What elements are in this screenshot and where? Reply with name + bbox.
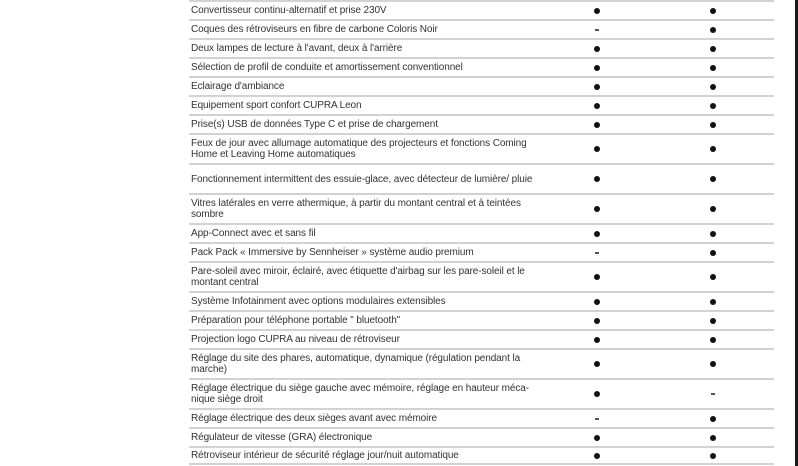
standard-dot-icon bbox=[710, 453, 716, 459]
feature-label: Pack Pack « Immersive by Sennheiser » système audio premium bbox=[191, 247, 474, 258]
standard-dot-icon bbox=[594, 391, 600, 397]
availability-cell-1 bbox=[587, 195, 607, 223]
table-row bbox=[189, 242, 774, 261]
feature-label: Prise(s) USB de données Type C et prise de chargement bbox=[191, 119, 438, 130]
table-row bbox=[189, 378, 774, 408]
availability-cell-2 bbox=[703, 263, 723, 291]
availability-cell-1 bbox=[587, 135, 607, 163]
availability-cell-2 bbox=[703, 350, 723, 378]
feature-label: Rétroviseur intérieur de sécurité réglage jour/nuit automatique bbox=[191, 450, 459, 461]
feature-label: Système Infotainment avec options modulaires extensibles bbox=[191, 296, 446, 307]
availability-cell-1 bbox=[587, 59, 607, 76]
standard-dot-icon bbox=[710, 416, 716, 422]
table-row bbox=[189, 310, 774, 329]
feature-label: Convertisseur continu-alternatif et prise 230V bbox=[191, 5, 387, 16]
standard-dot-icon bbox=[594, 274, 600, 280]
availability-cell-1 bbox=[587, 2, 607, 19]
table-row bbox=[189, 57, 774, 76]
availability-cell-2 bbox=[703, 244, 723, 261]
table-row bbox=[189, 19, 774, 38]
feature-label: Réglage électrique du siège gauche avec mémoire, réglage en hauteur méca-nique siège droit bbox=[191, 383, 529, 405]
standard-dot-icon bbox=[710, 206, 716, 212]
availability-cell-1 bbox=[587, 40, 607, 57]
table-row bbox=[189, 329, 774, 348]
feature-label: Coques des rétroviseurs en fibre de carbone Coloris Noir bbox=[191, 24, 438, 35]
feature-label: Equipement sport confort CUPRA Leon bbox=[191, 100, 362, 111]
standard-dot-icon bbox=[594, 8, 600, 14]
standard-dot-icon bbox=[710, 8, 716, 14]
availability-cell-1 bbox=[587, 225, 607, 242]
availability-cell-1 bbox=[587, 97, 607, 114]
not-available-dash-icon bbox=[595, 418, 599, 420]
availability-cell-2 bbox=[703, 165, 723, 193]
equipment-table bbox=[189, 0, 774, 465]
availability-cell-1 bbox=[587, 380, 607, 408]
availability-cell-2 bbox=[703, 195, 723, 223]
table-row bbox=[189, 291, 774, 310]
table-row bbox=[189, 163, 774, 193]
availability-cell-2 bbox=[703, 135, 723, 163]
feature-label: Deux lampes de lecture à l'avant, deux à l'arrière bbox=[191, 43, 403, 54]
availability-cell-1 bbox=[587, 21, 607, 38]
feature-label: Projection logo CUPRA au niveau de rétroviseur bbox=[191, 334, 400, 345]
availability-cell-1 bbox=[587, 312, 607, 329]
availability-cell-2 bbox=[703, 429, 723, 446]
standard-dot-icon bbox=[710, 103, 716, 109]
availability-cell-2 bbox=[703, 40, 723, 57]
availability-cell-2 bbox=[703, 293, 723, 310]
feature-label: Sélection de profil de conduite et amortissement conventionnel bbox=[191, 62, 463, 73]
feature-label: Vitres latérales en verre athermique, à partir du montant central et à teintées sombre bbox=[191, 198, 521, 220]
standard-dot-icon bbox=[710, 122, 716, 128]
table-row bbox=[189, 348, 774, 378]
standard-dot-icon bbox=[710, 435, 716, 441]
standard-dot-icon bbox=[710, 46, 716, 52]
standard-dot-icon bbox=[594, 65, 600, 71]
availability-cell-2 bbox=[703, 331, 723, 348]
standard-dot-icon bbox=[594, 361, 600, 367]
feature-label: Pare-soleil avec miroir, éclairé, avec étiquette d'airbag sur les pare-soleil et le montant central bbox=[191, 266, 525, 288]
availability-cell-2 bbox=[703, 59, 723, 76]
availability-cell-1 bbox=[587, 116, 607, 133]
table-row bbox=[189, 76, 774, 95]
availability-cell-2 bbox=[703, 448, 723, 463]
standard-dot-icon bbox=[594, 435, 600, 441]
availability-cell-2 bbox=[703, 410, 723, 427]
standard-dot-icon bbox=[710, 318, 716, 324]
not-available-dash-icon bbox=[595, 252, 599, 254]
table-row bbox=[189, 193, 774, 223]
feature-label: App-Connect avec et sans fil bbox=[191, 228, 316, 239]
availability-cell-1 bbox=[587, 165, 607, 193]
availability-cell-1 bbox=[587, 350, 607, 378]
availability-cell-2 bbox=[703, 312, 723, 329]
table-row bbox=[189, 223, 774, 242]
standard-dot-icon bbox=[594, 231, 600, 237]
standard-dot-icon bbox=[710, 337, 716, 343]
feature-label: Préparation pour téléphone portable " bluetooth" bbox=[191, 315, 401, 326]
availability-cell-1 bbox=[587, 448, 607, 463]
standard-dot-icon bbox=[710, 231, 716, 237]
standard-dot-icon bbox=[710, 65, 716, 71]
standard-dot-icon bbox=[710, 176, 716, 182]
availability-cell-2 bbox=[703, 225, 723, 242]
standard-dot-icon bbox=[594, 453, 600, 459]
standard-dot-icon bbox=[594, 84, 600, 90]
standard-dot-icon bbox=[710, 84, 716, 90]
feature-label: Eclairage d'ambiance bbox=[191, 81, 285, 92]
standard-dot-icon bbox=[594, 146, 600, 152]
availability-cell-1 bbox=[587, 410, 607, 427]
table-row bbox=[189, 114, 774, 133]
not-available-dash-icon bbox=[595, 29, 599, 31]
feature-label: Feux de jour avec allumage automatique des projecteurs et fonctions Coming Home et Leaving Home automatiques bbox=[191, 138, 527, 160]
table-row bbox=[189, 446, 774, 465]
availability-cell-1 bbox=[587, 244, 607, 261]
standard-dot-icon bbox=[710, 146, 716, 152]
table-row bbox=[189, 133, 774, 163]
availability-cell-1 bbox=[587, 263, 607, 291]
availability-cell-2 bbox=[703, 21, 723, 38]
standard-dot-icon bbox=[594, 206, 600, 212]
standard-dot-icon bbox=[710, 299, 716, 305]
not-available-dash-icon bbox=[711, 393, 715, 395]
standard-dot-icon bbox=[594, 103, 600, 109]
availability-cell-1 bbox=[587, 429, 607, 446]
standard-dot-icon bbox=[594, 122, 600, 128]
table-row bbox=[189, 0, 774, 19]
standard-dot-icon bbox=[594, 337, 600, 343]
feature-label: Fonctionnement intermittent des essuie-glace, avec détecteur de lumière/ pluie bbox=[191, 173, 533, 185]
availability-cell-2 bbox=[703, 116, 723, 133]
standard-dot-icon bbox=[594, 299, 600, 305]
table-row bbox=[189, 261, 774, 291]
standard-dot-icon bbox=[710, 361, 716, 367]
availability-cell-2 bbox=[703, 2, 723, 19]
availability-cell-2 bbox=[703, 78, 723, 95]
availability-cell-1 bbox=[587, 331, 607, 348]
standard-dot-icon bbox=[710, 274, 716, 280]
standard-dot-icon bbox=[594, 318, 600, 324]
table-row bbox=[189, 427, 774, 446]
feature-label: Réglage du site des phares, automatique, dynamique (régulation pendant la marche) bbox=[191, 353, 521, 375]
table-row bbox=[189, 95, 774, 114]
standard-dot-icon bbox=[710, 250, 716, 256]
standard-dot-icon bbox=[594, 176, 600, 182]
table-row bbox=[189, 408, 774, 427]
standard-dot-icon bbox=[594, 46, 600, 52]
table-row bbox=[189, 38, 774, 57]
availability-cell-2 bbox=[703, 380, 723, 408]
availability-cell-1 bbox=[587, 293, 607, 310]
feature-label: Régulateur de vitesse (GRA) électronique bbox=[191, 432, 373, 443]
feature-label: Réglage électrique des deux sièges avant avec mémoire bbox=[191, 413, 437, 424]
availability-cell-2 bbox=[703, 97, 723, 114]
standard-dot-icon bbox=[710, 27, 716, 33]
availability-cell-1 bbox=[587, 78, 607, 95]
